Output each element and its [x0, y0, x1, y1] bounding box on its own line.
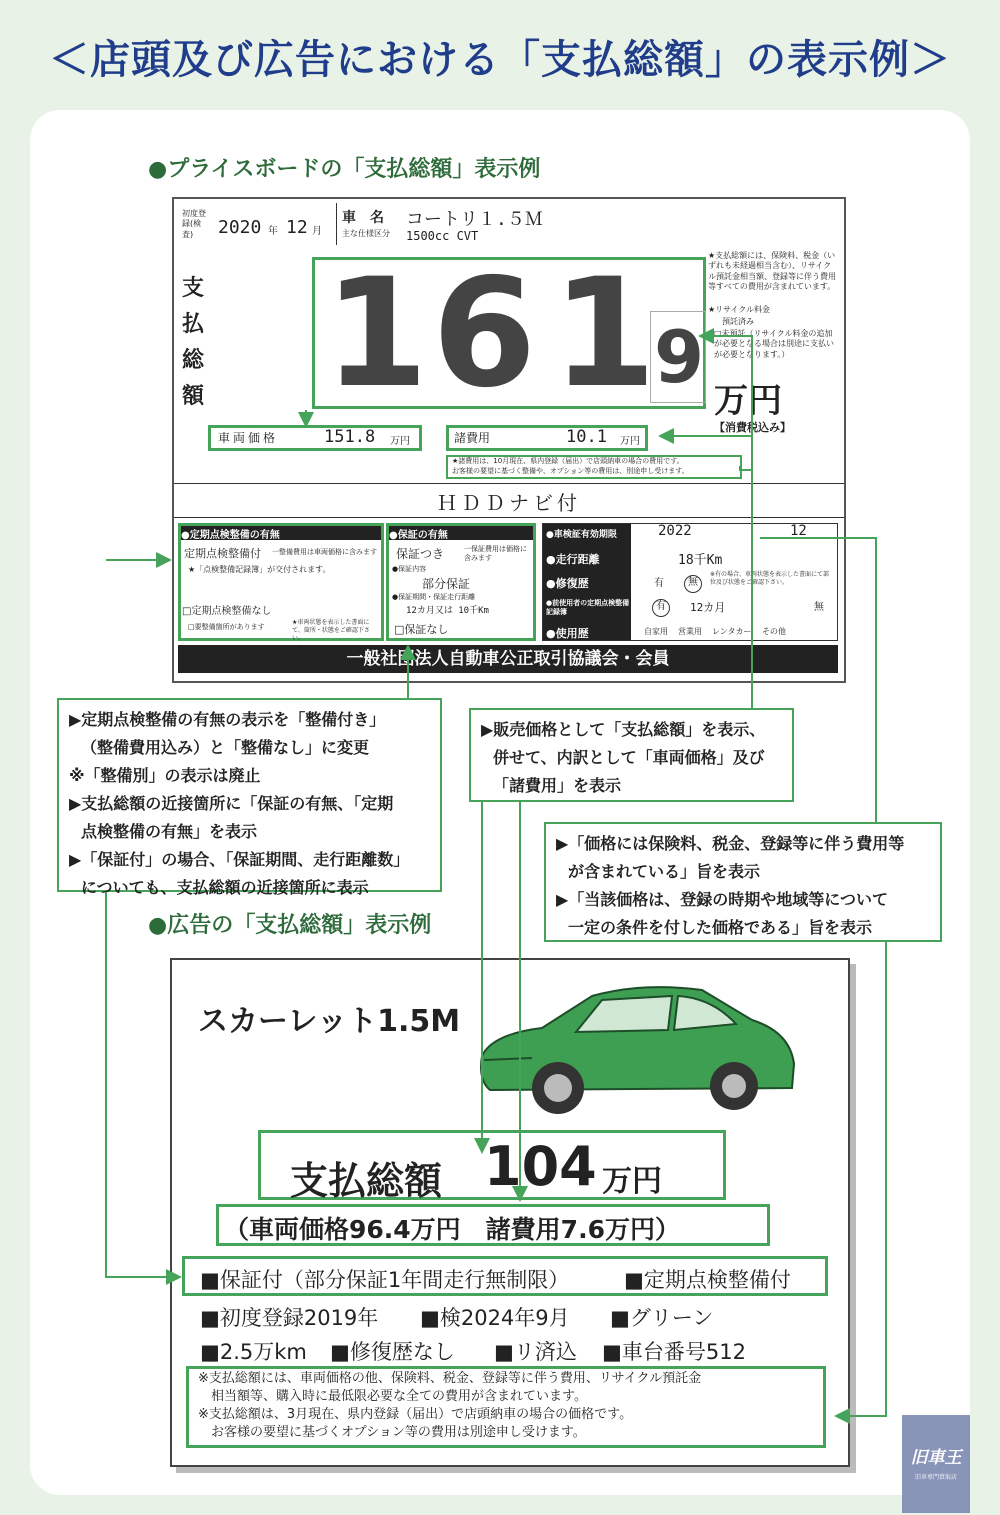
page-title: ＜店頭及び広告における「支払総額」の表示例＞ — [49, 37, 951, 83]
ad-car-name: スカーレット1.5M — [198, 1004, 461, 1039]
warranty-title: ●保証の有無 — [389, 526, 533, 540]
ad-note-line: ※支払総額は、3月現在、県内登録（届出）で店頭納車の場合の価格です。 — [198, 1407, 633, 1422]
ad-spec-color: ■グリーン — [610, 1306, 714, 1330]
section-title-ad: ●広告の「支払総額」表示例 — [148, 913, 432, 938]
callout-left-line: についても、支払総額の近接箇所に表示 — [81, 878, 369, 897]
warranty-content-label: ●保証内容 — [392, 565, 427, 573]
vehicle-price-label: 車両価格 — [218, 431, 279, 445]
mileage-label: ●走行距離 — [546, 553, 600, 566]
callout-right-line: ▶「当該価格は、登録の時期や地域等について — [556, 890, 888, 909]
vehicle-price: 151.8 — [324, 427, 376, 447]
fees-label: 諸費用 — [454, 431, 491, 445]
warranty-with-note: 一保証費用は価格に含みます — [464, 545, 527, 563]
use-option-private: 自家用 — [644, 627, 668, 636]
ad-total-label: 支払総額 — [290, 1159, 443, 1203]
car-name-label: 車 名 — [342, 210, 384, 226]
warranty-content: 部分保証 — [422, 577, 471, 591]
callout-right-line: が含まれている」旨を表示 — [568, 862, 761, 881]
reg-month-unit: 月 — [312, 226, 322, 237]
callout-left-line: 点検整備の有無」を表示 — [81, 822, 258, 841]
warranty-period: 12カ月又は 10千Km — [406, 606, 489, 616]
manen-unit: 万円 — [714, 381, 782, 421]
maintenance-without-note-2: ★車両状態を表示した書面にて、箇所・状態をご確認下さい。 — [292, 619, 370, 642]
callout-left-line: ※「整備別」の表示は廃止 — [69, 766, 261, 785]
record-months: 12カ月 — [690, 601, 726, 614]
ad-spec-inspection: ■検2024年9月 — [420, 1306, 570, 1330]
maintenance-with: 定期点検整備付 — [184, 547, 261, 560]
callout-left-line: （整備費用込み）と「整備なし」に変更 — [81, 738, 370, 757]
callout-middle-line: 併せて、内訳として「車両価格」及び — [493, 748, 765, 767]
reg-label: 初度登録(検査) — [182, 209, 206, 239]
spec-label: 主な仕様区分 — [342, 229, 390, 238]
ad-note-line: ※支払総額には、車両価格の他、保険料、税金、登録等に伴う費用、リサイクル預託金 — [198, 1371, 702, 1386]
ad-spec-recycle: ■リ済込 — [494, 1340, 577, 1364]
record-label: ●前使用者の定期点検整備記録簿 — [546, 599, 630, 617]
callout-middle-line: 「諸費用」を表示 — [493, 776, 622, 795]
car-name: コートリ１.５Ｍ — [406, 209, 543, 230]
total-digit-decimal: 9 — [654, 315, 705, 399]
reg-year-unit: 年 — [268, 226, 278, 237]
reg-month: 12 — [286, 217, 308, 238]
maintenance-with-note: 一整備費用は車両価格に含みます — [272, 548, 377, 556]
callout-left-line: ▶定期点検整備の有無の表示を「整備付き」 — [69, 710, 386, 729]
ad-spec-registration: ■初度登録2019年 — [200, 1306, 379, 1330]
repair-yes: 有 — [654, 578, 664, 589]
use-option-other: その他 — [762, 627, 786, 636]
repair-label: ●修復歴 — [546, 577, 589, 590]
repair-note: ※有の場合、車両状態を表示した書面にて部位及び状態をご確認下さい。 — [710, 571, 830, 586]
spec: 1500cc CVT — [406, 229, 479, 243]
logo-sub: 旧車専門買取店 — [914, 1474, 957, 1481]
tax-incl: 【消費税込み】 — [714, 421, 791, 434]
use-option-business: 営業用 — [678, 627, 702, 636]
ad-note-line: お客様の要望に基づくオプション等の費用は別途申し受けます。 — [198, 1425, 586, 1440]
repair-no: 無 — [684, 575, 702, 593]
ad-breakdown: （車両価格96.4万円 諸費用7.6万円） — [224, 1215, 680, 1244]
inspection-label: ●車検証有効期限 — [546, 530, 617, 540]
board-footer: 一般社団法人自動車公正取引協議会・会員 — [178, 645, 838, 673]
mileage: 18千Km — [678, 553, 723, 568]
callout-left-line: ▶「保証付」の場合、「保証期間、走行距離数」 — [69, 850, 410, 869]
logo — [902, 1415, 970, 1513]
record-yes: 有 — [652, 599, 670, 617]
ad-spec-warranty: ■保証付（部分保証1年間走行無制限） — [200, 1268, 570, 1292]
callout-middle-line: ▶販売価格として「支払総額」を表示、 — [481, 720, 766, 739]
fees-note-2: お客様の要望に基づく整備や、オプション等の費用は、別途申し受けます。 — [452, 467, 689, 475]
vehicle-price-unit: 万円 — [390, 436, 410, 447]
ad-spec-mileage: ■2.5万km — [200, 1340, 307, 1364]
fees-note-1: ★諸費用は、10月現在、県内登録（届出）で店頭納車の場合の費用です。 — [452, 457, 684, 465]
inspection-month: 12 — [790, 523, 807, 539]
section-title-board: ●プライスボードの「支払総額」表示例 — [148, 157, 541, 182]
warranty-period-label: ●保証期間・保証走行距離 — [392, 593, 476, 601]
fees: 10.1 — [566, 427, 607, 447]
maintenance-without: □定期点検整備なし — [182, 606, 272, 617]
warranty-without: □保証なし — [394, 623, 449, 636]
logo-main: 旧車王 — [910, 1448, 962, 1468]
ad-total-value: 104 — [484, 1135, 597, 1198]
note-right: ★支払総額には、保険料、税金（いずれも未経過相当含む）、リサイクル預託金相当額、登録等に伴う費用等すべての費用が含まれています。 — [708, 251, 836, 292]
ad-spec-maintenance: ■定期点検整備付 — [624, 1268, 791, 1292]
ad-spec-chassis: ■車台番号512 — [602, 1340, 746, 1364]
recycle-label: ★リサイクル料金 — [708, 305, 771, 314]
record-no: 無 — [814, 602, 824, 613]
warranty-with: 保証つき — [396, 547, 445, 561]
reg-year: 2020 — [218, 217, 262, 238]
fees-unit: 万円 — [620, 436, 640, 447]
maintenance-record: ★「点検整備記録簿」が交付されます。 — [188, 565, 331, 574]
recycle-paid: 預託済み — [722, 317, 754, 326]
total-digit-1: 1 — [324, 247, 429, 421]
ad-note-line: 相当額等、購入時に最低限必要な全ての費用が含まれています。 — [198, 1389, 587, 1404]
total-digit-2: 6 — [432, 247, 537, 421]
use-label: ●使用歴 — [546, 627, 589, 640]
inspection-year: 2022 — [658, 523, 692, 539]
callout-right-line: ▶「価格には保険料、税金、登録等に伴う費用等 — [556, 834, 905, 853]
total-digit-3: 1 — [552, 247, 657, 421]
ad-spec-repair: ■修復歴なし — [330, 1340, 455, 1364]
callout-right-line: 一定の条件を付した価格である」旨を表示 — [568, 918, 873, 937]
use-option-rental: レンタカー — [712, 627, 752, 636]
hdd-note: ＨＤＤナビ付 — [437, 491, 581, 515]
callout-left-line: ▶支払総額の近接箇所に「保証の有無、「定期 — [69, 794, 394, 813]
maintenance-title: ●定期点検整備の有無 — [181, 526, 381, 540]
recycle-note: □未預託（リサイクル料金の追加が必要となる場合は別途に支払いが必要となります。） — [714, 329, 834, 359]
total-label: 支払総額 — [182, 276, 205, 409]
maintenance-without-note: □要整備箇所があります — [188, 623, 265, 631]
ad-total-unit: 万円 — [602, 1164, 662, 1199]
